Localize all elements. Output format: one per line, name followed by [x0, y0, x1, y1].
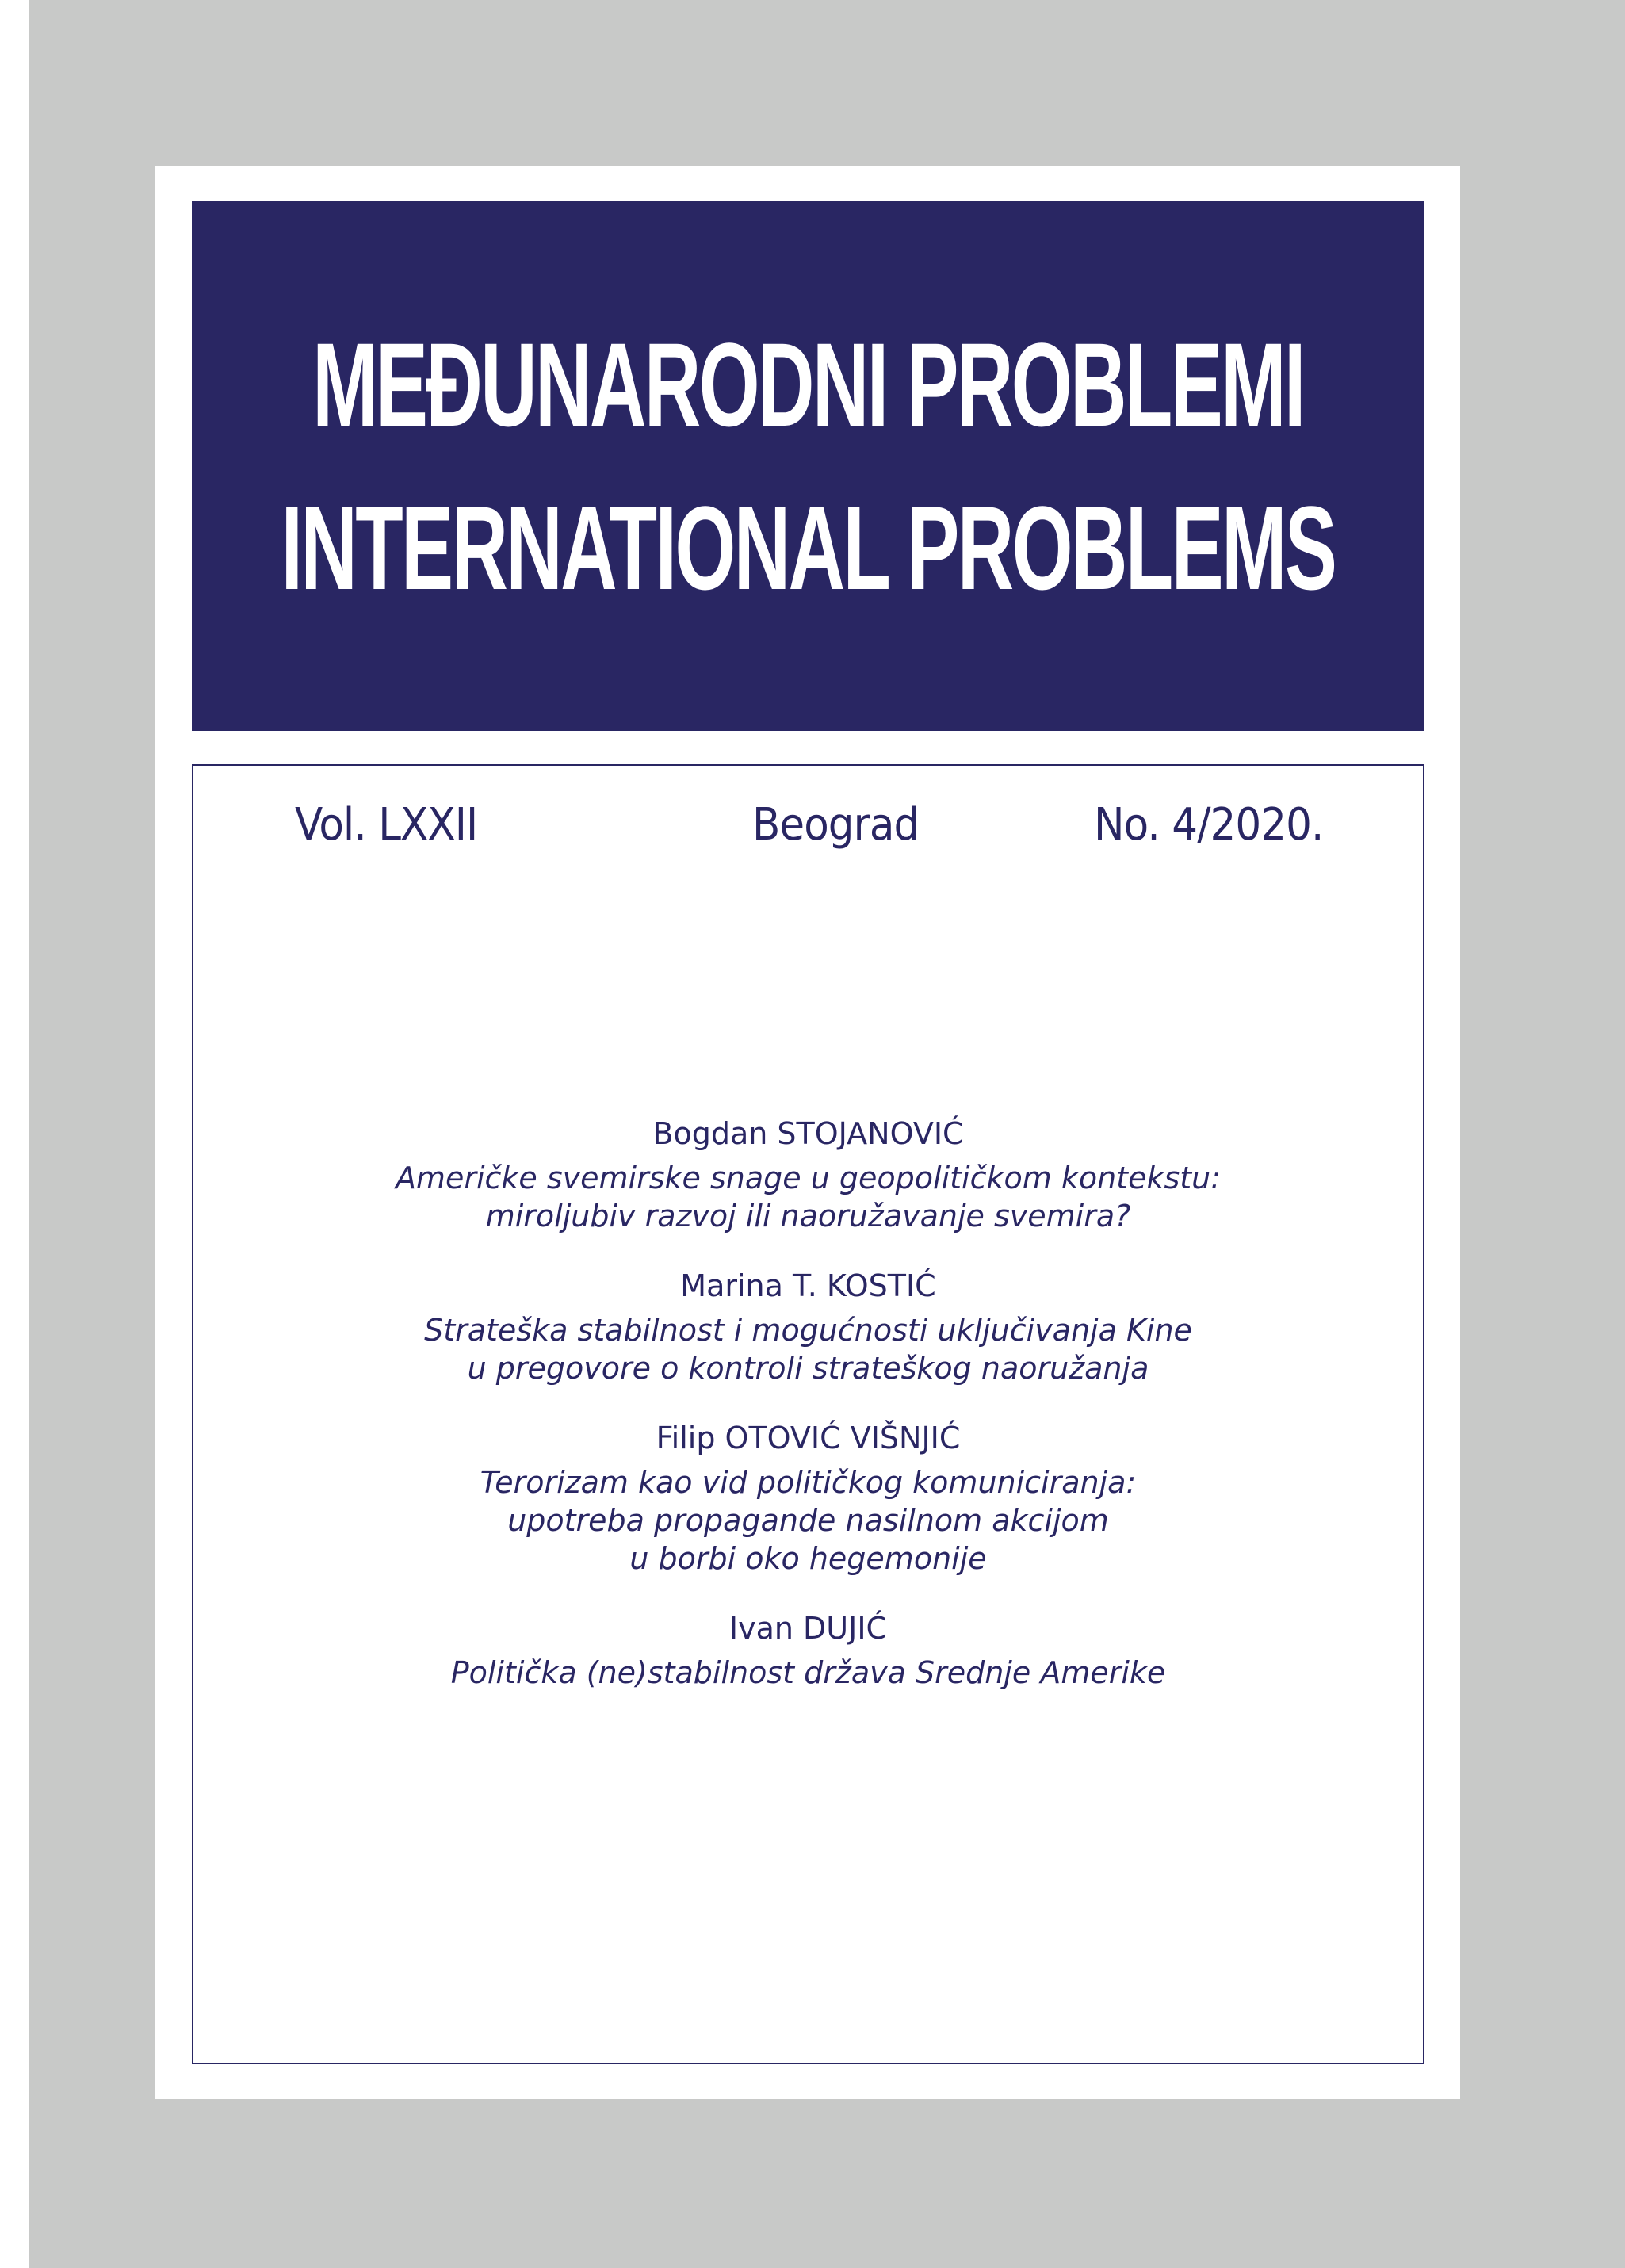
contents-box — [192, 764, 1424, 2064]
article-author: Filip OTOVIĆ VIŠNJIĆ — [656, 1421, 961, 1455]
article-title-line: miroljubiv razvoj ili naoružavanje svemira? — [485, 1199, 1131, 1233]
article-entry — [193, 1609, 1423, 1692]
article-title-line: u pregovore o kontroli strateškog naoružanja — [467, 1351, 1149, 1386]
issue-volume: Vol. LXXII — [295, 799, 478, 851]
article-title — [193, 1159, 1423, 1235]
journal-title-serbian: MEĐUNARODNI PROBLEMI — [312, 318, 1304, 451]
issue-number: No. 4/2020. — [1094, 799, 1324, 851]
article-title — [193, 1463, 1423, 1578]
article-entry — [193, 1115, 1423, 1235]
article-title — [193, 1654, 1423, 1692]
article-title-line: u borbi oko hegemonije — [629, 1541, 987, 1576]
article-entry — [193, 1267, 1423, 1387]
title-banner — [192, 201, 1424, 731]
article-title-line: Terorizam kao vid političkog komuniciranja: — [480, 1465, 1137, 1500]
article-title-line: Američke svemirske snage u geopolitičkom kontekstu: — [395, 1161, 1222, 1195]
article-title-line: upotreba propagande nasilnom akcijom — [507, 1503, 1109, 1538]
article-author: Bogdan STOJANOVIĆ — [652, 1116, 964, 1151]
article-title-line: Politička (ne)stabilnost država Srednje Amerike — [450, 1655, 1166, 1690]
article-entry — [193, 1419, 1423, 1578]
article-title-line: Strateška stabilnost i mogućnosti uključivanja Kine — [424, 1313, 1192, 1348]
article-author: Marina T. KOSTIĆ — [680, 1268, 936, 1303]
issue-city: Beograd — [752, 799, 920, 851]
table-of-contents — [193, 1115, 1423, 1723]
article-author: Ivan DUJIĆ — [728, 1611, 888, 1646]
journal-title-english: INTERNATIONAL PROBLEMS — [281, 481, 1336, 614]
article-title — [193, 1311, 1423, 1387]
